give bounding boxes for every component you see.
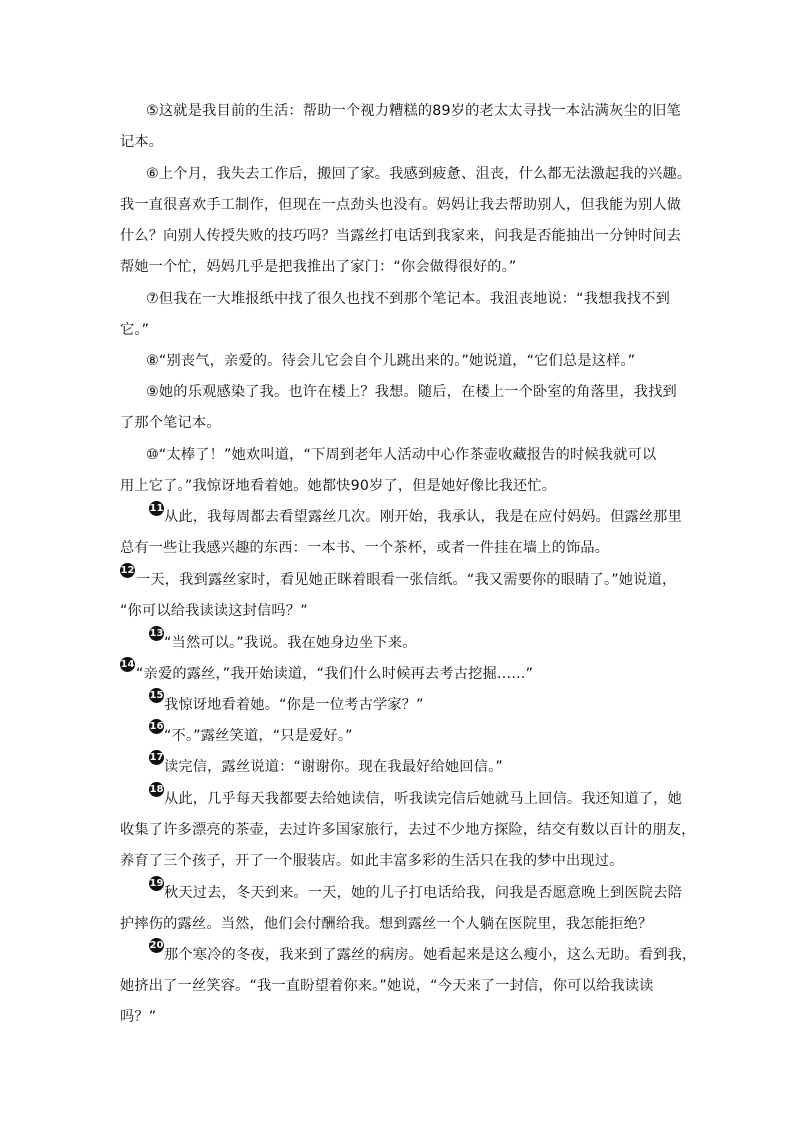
text-line: 收集了许多漂亮的茶壶，去过许多国家旅行，去过不少地方探险，结交有数以百计的朋友， [120, 822, 696, 838]
paragraph-number-badge: 19 [149, 878, 164, 889]
text-line: 记本。 [120, 134, 164, 150]
text-line: 它。” [120, 322, 150, 338]
text-line: 那个寒冷的冬夜，我来到了露丝的病房。她看起来是这么瘦小，这么无助。看到我， [164, 947, 697, 963]
text-line: ⑤这就是我目前的生活：帮助一个视力糟糕的89岁的老太太寻找一本沾满灰尘的旧笔 [146, 103, 681, 119]
text-line: 读完信，露丝说道：“谢谢你。现在我最好给她回信。” [164, 759, 503, 775]
text-line: “你可以给我读读这封信吗？” [120, 603, 308, 619]
text-line: 吗？” [120, 1009, 157, 1025]
text-line: ⑩“太棒了！”她欢叫道，“下周到老年人活动中心作茶壶收藏报告的时候我就可以 [146, 447, 657, 463]
text-line: 护摔伤的露丝。当然，他们会付酬给我。想到露丝一个人躺在医院里，我怎能拒绝？ [120, 916, 653, 932]
text-line: 她挤出了一丝笑容。“我一直盼望着你来。”她说，“今天来了一封信，你可以给我读读 [120, 978, 654, 994]
text-line: “亲爱的露丝，”我开始读道，“我们什么时候再去考古挖掘……” [136, 666, 534, 682]
text-line: 帮她一个忙，妈妈几乎是把我推出了家门：“你会做得很好的。” [120, 259, 517, 275]
text-line: “不。”露丝笑道，“只是爱好。” [164, 728, 353, 744]
paragraph-number-badge: 20 [149, 940, 164, 951]
paragraph-number-badge: 17 [149, 752, 164, 763]
paragraph-number-badge: 18 [149, 784, 164, 795]
text-line: ⑨她的乐观感染了我。也许在楼上？我想。随后，在楼上一个卧室的角落里，我找到 [146, 384, 677, 400]
text-line: 总有一些让我感兴趣的东西：一本书、一个茶杯，或者一件挂在墙上的饰品。 [120, 540, 610, 556]
paragraph-number-badge: 14 [120, 659, 135, 670]
paragraph-number-badge: 13 [149, 628, 164, 639]
text-line: 我惊讶地看着她。“你是一位考古学家？” [164, 697, 424, 713]
paragraph-number-badge: 16 [149, 721, 164, 732]
text-line: 一天，我到露丝家时，看见她正眯着眼看一张信纸。“我又需要你的眼睛了。”她说道， [136, 572, 677, 588]
paragraph-number-badge: 12 [120, 565, 135, 576]
text-line: ⑧“别丧气，亲爱的。待会儿它会自个儿跳出来的。”她说道，“它们总是这样。” [146, 353, 636, 369]
text-line: 什么？向别人传授失败的技巧吗？当露丝打电话到我家来，问我是否能抽出一分钟时间去 [120, 228, 682, 244]
text-line: 我一直很喜欢手工制作，但现在一点劲头也没有。妈妈让我去帮助别人，但我能为别人做 [120, 197, 682, 213]
text-line: 了那个笔记本。 [120, 415, 221, 431]
text-line: ⑥上个月，我失去工作后，搬回了家。我感到疲惫、沮丧，什么都无法激起我的兴趣。 [146, 166, 692, 182]
text-line: 秋天过去，冬天到来。一天，她的儿子打电话给我，问我是否愿意晚上到医院去陪 [164, 885, 682, 901]
text-line: 从此，我每周都去看望露丝几次。刚开始，我承认，我是在应付妈妈。但露丝那里 [164, 509, 682, 525]
paragraph-number-badge: 15 [149, 690, 164, 701]
paragraph-number-badge: 11 [149, 503, 164, 514]
text-line: 用上它了。”我惊讶地看着她。她都快90岁了，但是她好像比我还忙。 [120, 478, 557, 494]
text-line: ⑦但我在一大堆报纸中找了很久也找不到那个笔记本。我沮丧地说：“我想我找不到 [146, 291, 671, 307]
text-line: 养育了三个孩子，开了一个服装店。如此丰富多彩的生活只在我的梦中出现过。 [120, 853, 624, 869]
text-line: 从此，几乎每天我都要去给她读信，听我读完信后她就马上回信。我还知道了，她 [164, 791, 682, 807]
text-line: “当然可以。”我说。我在她身边坐下来。 [164, 635, 417, 651]
